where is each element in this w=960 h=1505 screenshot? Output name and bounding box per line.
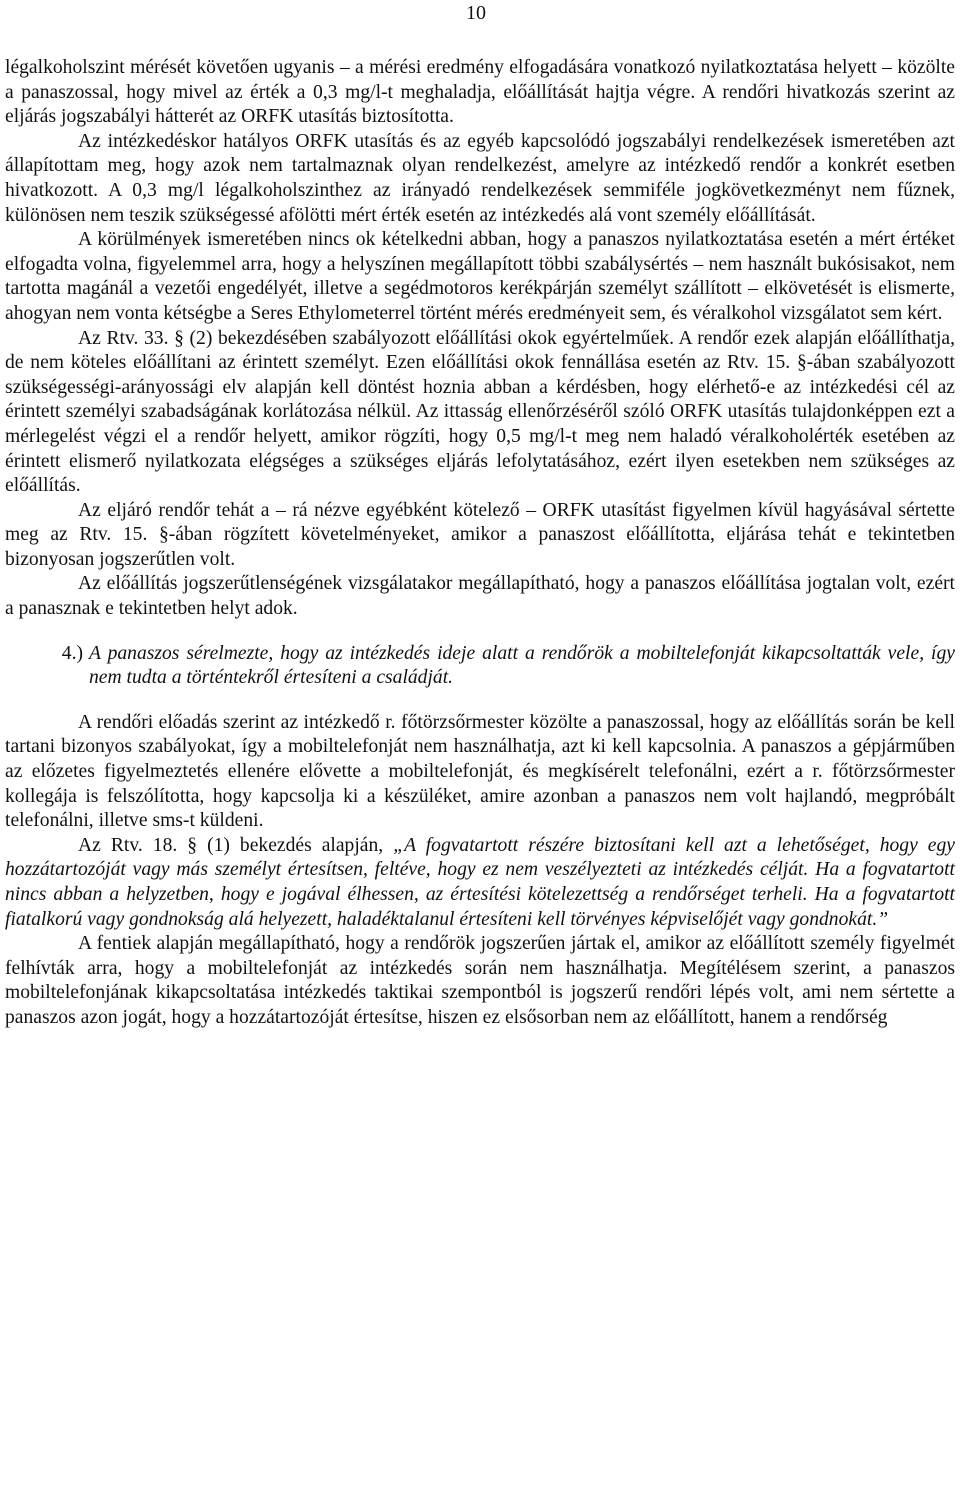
paragraph: Az Rtv. 33. § (2) bekezdésében szabályozott előállítási okok egyértelműek. A rendőr ezek alapján előállíthatja, de nem köteles előállítani az érintett személyt. Ezen előállítási okok fennállása esetén az Rtv. 15. §-ában szabályozott szükségességi-arányossági elv alapján kell döntést hoznia abban a kérdésben, hogy elérhető-e az intézkedési cél az érintett személyi szabadságának korlátozása nélkül. Az ittasság ellenőrzéséről szóló ORFK utasítás tulajdonképpen ezt a mérlegelést végzi el a rendőr helyett, amikor rögzíti, hogy 0,5 mg/l-t meg nem haladó véralkoholérték esetében az érintett elismerő nyilatkozata elégséges a szükséges eljárás lefolytatásához, ezért ilyen esetekben nem szükséges az előállítás. (5, 327, 955, 497)
paragraph (5, 834, 955, 932)
paragraph: Az eljáró rendőr tehát a – rá nézve egyébként kötelező – ORFK utasítást figyelmen kívül hagyásával sértette meg az Rtv. 15. §-ában rögzített követelményeket, amikor a panaszost előállította, eljárása tehát e tekintetben bizonyosan jogszerűtlen volt. (5, 499, 955, 570)
point-text: A panaszos sérelmezte, hogy az intézkedés ideje alatt a rendőrök a mobiltelefonját kikapcsoltatták vele, így nem tudta a történtekről értesíteni a családját. (89, 642, 955, 689)
page-number: 10 (466, 2, 486, 24)
paragraph: A körülmények ismeretében nincs ok kételkedni abban, hogy a panaszos nyilatkoztatása esetén a mért értéket elfogadta volna, figyelemmel arra, hogy a helyszínen megállapított többi szabálysértés – nem használt bukósisakot, nem tartotta magánál a vezetői engedélyét, illetve a segédmotoros kerékpárján személyt szállított – elkövetését is elismerte, ahogyan nem vonta kétségbe a Seres Ethylometerrel történt mérés eredményeit sem, és véralkohol vizsgálatot sem kért. (5, 229, 955, 324)
numbered-point (5, 642, 955, 691)
paragraph: Az intézkedéskor hatályos ORFK utasítás és az egyéb kapcsolódó jogszabályi rendelkezések ismeretében azt állapítottam meg, hogy azok nem tartalmaznak olyan rendelkezést, amelyre az intézkedő rendőr a konkrét esetben hivatkozott. A 0,3 mg/l légalkoholszinthez az irányadó rendelkezések semmiféle jogkövetkezményt nem fűznek, különösen nem teszik szükségessé afölötti mért érték esetén az intézkedés alá vont személy előállítását. (5, 130, 955, 226)
paragraph: légalkoholszint mérését követően ugyanis – a mérési eredmény elfogadására vonatkozó nyilatkoztatása helyett – közölte a panaszossal, hogy mivel az érték a 0,3 mg/l-t meghaladja, előállítását hajtja végre. A rendőri hivatkozás szerint az eljárás jogszabályi hátterét az ORFK utasítás biztosította. (5, 57, 955, 128)
point-number: 4.) (61, 642, 83, 664)
paragraph: Az előállítás jogszerűtlenségének vizsgálatakor megállapítható, hogy a panaszos előállítása jogtalan volt, ezért a panasznak e tekintetben helyt adok. (5, 573, 955, 620)
spacer (5, 691, 955, 711)
paragraph: A fentiek alapján megállapítható, hogy a rendőrök jogszerűen jártak el, amikor az előállított személy figyelmét felhívták arra, hogy a mobiltelefonját az intézkedés során nem használhatja. Megítélésem szerint, a panaszos mobiltelefonjának kikapcsoltatása intézkedés taktikai szempontból is jogszerű rendőri lépés volt, ami nem sértette a panaszos azon jogát, hogy a hozzátartozóját értesítse, hiszen ez elsősorban nem az előállított, hanem a rendőrség (5, 933, 955, 1028)
spacer (5, 622, 955, 642)
quote-lead: Az Rtv. 18. § (1) bekezdés alapján, (78, 834, 394, 856)
document-body (5, 56, 955, 1031)
statute-quote: „A fogvatartott részére biztosítani kell azt a lehetőséget, hogy egy hozzátartozóját vagy más személyt értesítsen, feltéve, hogy ez nem veszélyezteti az intézkedés célját. Ha a fogvatartott nincs abban a helyzetben, hogy e jogával élhessen, az értesítési kötelezettség a rendőrséget terheli. Ha a fogvatartott fiatalkorú vagy gondnokság alá helyezett, haladéktalanul értesíteni kell törvényes képviselőjét vagy gondnokát.” (5, 834, 955, 930)
paragraph: A rendőri előadás szerint az intézkedő r. főtörzsőrmester közölte a panaszossal, hogy az előállítás során be kell tartani bizonyos szabályokat, így a mobiltelefonját nem használhatja, azt ki kell kapcsolnia. A panaszos a gépjárműben az előzetes figyelmeztetés ellenére elővette a mobiltelefonját, és megkísérelt telefonálni, ezért a r. főtörzsőrmester kollegája is felszólította, hogy kapcsolja ki a készüléket, amire azonban a panaszos nem volt hajlandó, megpróbált telefonálni, illetve sms-t küldeni. (5, 711, 955, 832)
